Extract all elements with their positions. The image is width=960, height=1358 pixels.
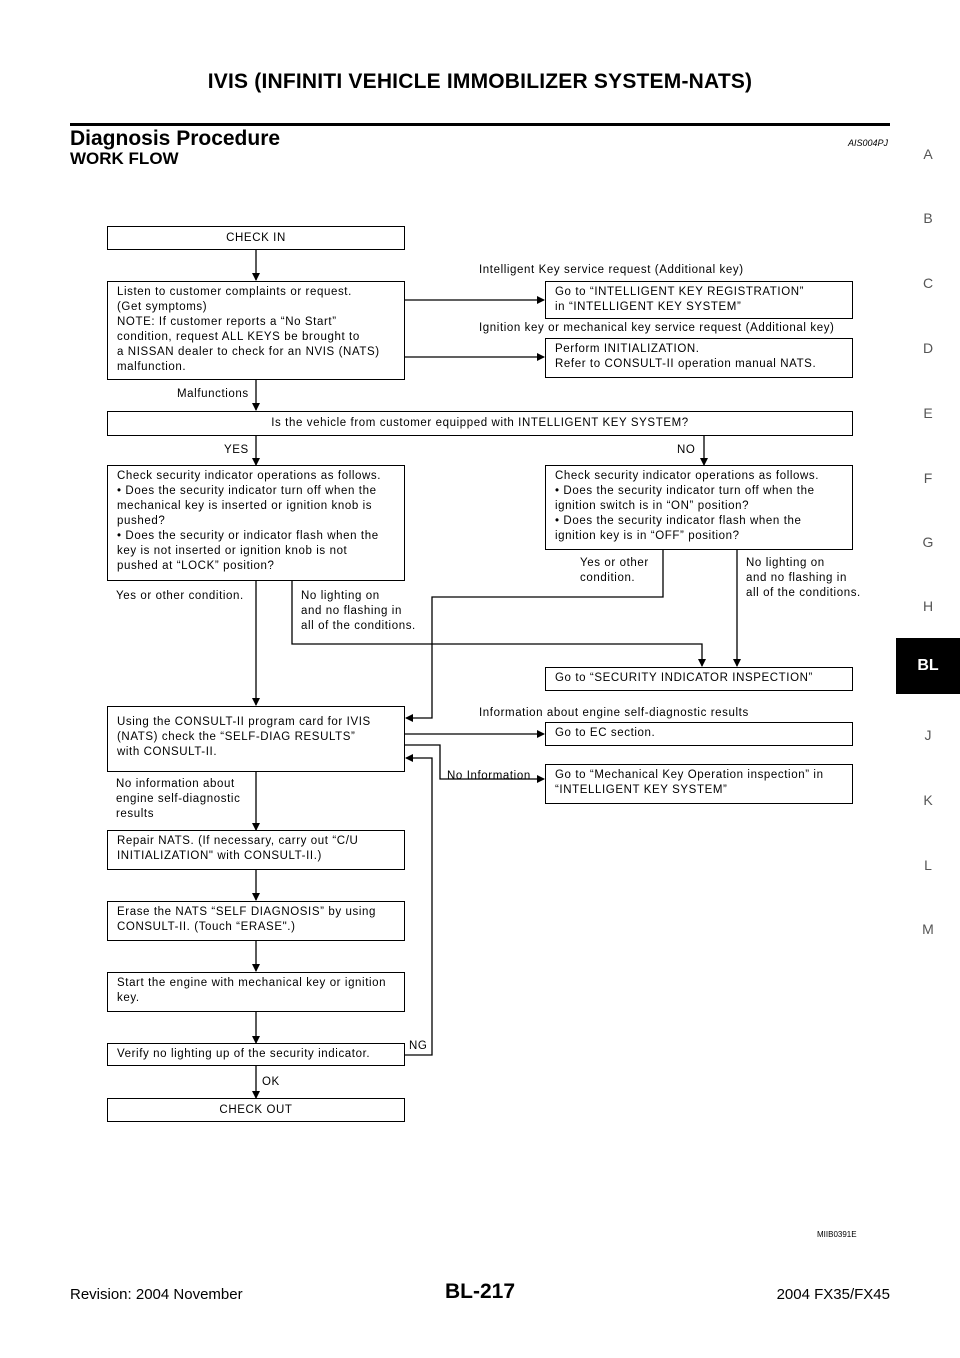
- side-index-b[interactable]: B: [923, 210, 933, 226]
- side-index-k[interactable]: K: [923, 792, 933, 808]
- figure-id: MIIB0391E: [817, 1230, 857, 1239]
- mechanical-key-inspection-box: Go to “Mechanical Key Operation inspection” in “INTELLIGENT KEY SYSTEM”: [545, 764, 853, 804]
- footer-revision: Revision: 2004 November: [70, 1286, 243, 1303]
- no-information-label: No Information: [447, 770, 531, 782]
- listen-complaints-box: Listen to customer complaints or request. (Get symptoms) NOTE: If customer reports a “No Start” condition, request ALL KEYS be brought to a NISSAN dealer to check for an NVIS (NATS) malfunction.: [107, 281, 405, 380]
- side-index-bl[interactable]: BL: [896, 638, 960, 694]
- side-index-m[interactable]: M: [922, 921, 934, 937]
- side-index-h[interactable]: H: [922, 598, 934, 614]
- side-index-f[interactable]: F: [923, 470, 933, 486]
- check-out-box: CHECK OUT: [107, 1098, 405, 1122]
- no-label: NO: [677, 444, 696, 456]
- subsection-title: WORK FLOW: [70, 149, 179, 168]
- erase-self-diagnosis-box: Erase the NATS “SELF DIAGNOSIS” by using CONSULT-II. (Touch “ERASE".): [107, 901, 405, 941]
- footer-page-number: BL-217: [444, 1280, 516, 1303]
- no-lighting-left-label: No lighting on and no flashing in all of the conditions.: [301, 590, 416, 632]
- footer-model: 2004 FX35/FX45: [776, 1286, 890, 1303]
- side-index-l[interactable]: L: [924, 857, 932, 873]
- section-title: Diagnosis Procedure: [70, 127, 281, 150]
- perform-initialization-box: Perform INITIALIZATION. Refer to CONSULT-II operation manual NATS.: [545, 338, 853, 378]
- side-index-a[interactable]: A: [923, 146, 933, 162]
- side-index-g[interactable]: G: [922, 534, 934, 550]
- equipped-question-box: Is the vehicle from customer equipped with INTELLIGENT KEY SYSTEM?: [107, 411, 853, 436]
- yes-label: YES: [224, 444, 249, 456]
- yes-other-right-label: Yes or other condition.: [580, 557, 649, 584]
- side-index-j[interactable]: J: [924, 727, 932, 743]
- consult-self-diag-box: Using the CONSULT-II program card for IVIS (NATS) check the “SELF-DIAG RESULTS” with CONSULT-II.: [107, 706, 405, 772]
- side-index-c[interactable]: C: [922, 275, 934, 291]
- section-code: AIS004PJ: [847, 138, 888, 148]
- security-inspection-box: Go to “SECURITY INDICATOR INSPECTION”: [545, 667, 853, 691]
- check-security-yes-box: Check security indicator operations as follows. • Does the security indicator turn off when the mechanical key is inserted or ignition knob is pushed? • Does the security or indicator flash when the key is not inserted or ignition knob is not pushed at “LOCK” position?: [107, 465, 405, 581]
- yes-other-condition-label: Yes or other condition.: [116, 590, 244, 602]
- page-header-title: IVIS (INFINITI VEHICLE IMMOBILIZER SYSTEM-NATS): [207, 70, 753, 93]
- go-ec-section-box: Go to EC section.: [545, 722, 853, 746]
- start-engine-box: Start the engine with mechanical key or ignition key.: [107, 972, 405, 1012]
- ng-label: NG: [409, 1040, 428, 1052]
- no-info-engine-label: No information about engine self-diagnostic results: [116, 778, 241, 820]
- verify-indicator-box: Verify no lighting up of the security indicator.: [107, 1043, 405, 1066]
- malfunctions-label: Malfunctions: [177, 388, 249, 400]
- info-engine-label: Information about engine self-diagnostic results: [479, 707, 749, 719]
- ok-label: OK: [262, 1076, 280, 1088]
- ignition-service-label: Ignition key or mechanical key service request (Additional key): [479, 322, 835, 334]
- repair-nats-box: Repair NATS. (If necessary, carry out “C/U INITIALIZATION" with CONSULT-II.): [107, 830, 405, 870]
- side-index-e[interactable]: E: [923, 405, 933, 421]
- side-index-d[interactable]: D: [922, 340, 934, 356]
- ik-service-label: Intelligent Key service request (Additional key): [479, 264, 744, 276]
- check-in-box: CHECK IN: [107, 226, 405, 250]
- check-security-no-box: Check security indicator operations as follows. • Does the security indicator turn off when the ignition switch is in “ON” position? • Does the security indicator flash when the ignition key is in “OFF” position?: [545, 465, 853, 550]
- ik-registration-box: Go to “INTELLIGENT KEY REGISTRATION” in “INTELLIGENT KEY SYSTEM”: [545, 281, 853, 319]
- no-lighting-right-label: No lighting on and no flashing in all of the conditions.: [746, 557, 861, 599]
